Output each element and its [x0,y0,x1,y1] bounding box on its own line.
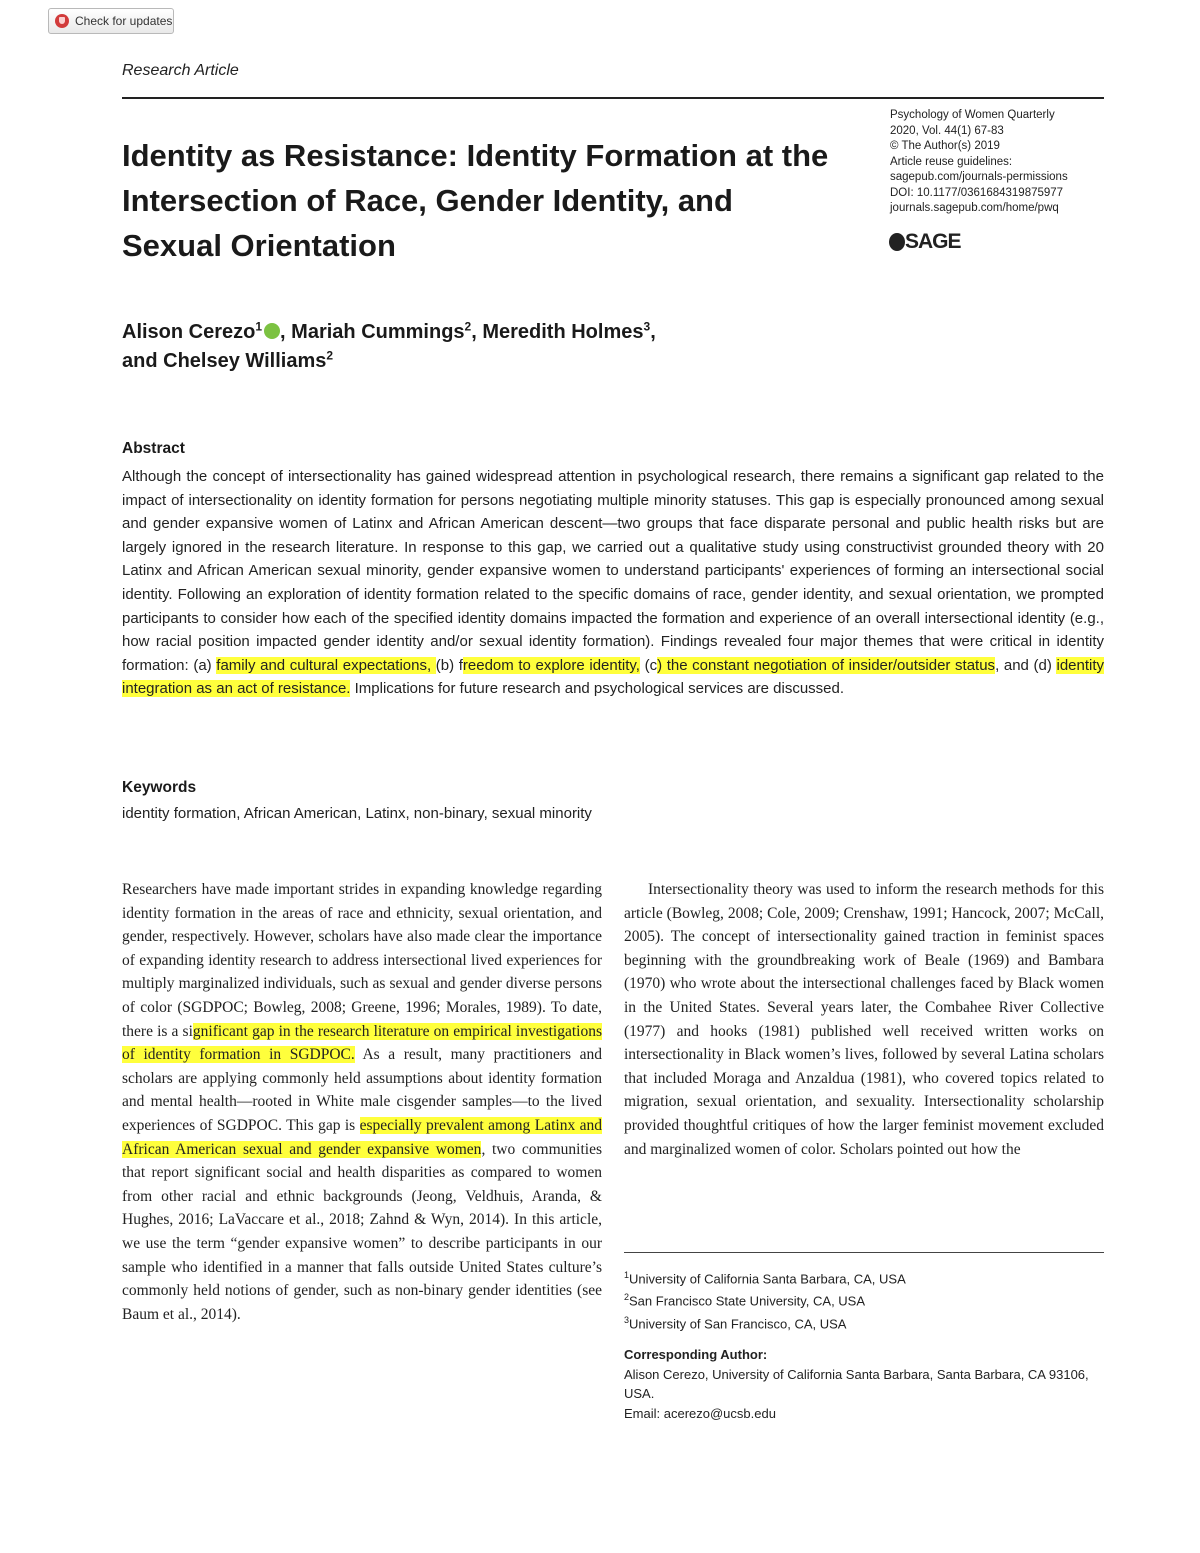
journal-volume: 2020, Vol. 44(1) 67-83 [890,124,1004,137]
footnote-rule [624,1252,1104,1253]
keywords-list: identity formation, African American, Latinx, non-binary, sexual minority [122,805,592,822]
affiliation-item [624,1266,1104,1288]
abstract-text: , and (d) [995,656,1057,674]
affiliation-text: University of San Francisco, CA, USA [629,1315,847,1331]
body-column-right [624,878,1104,1161]
corresponding-email[interactable]: Email: acerezo@ucsb.edu [624,1405,776,1421]
abstract-body [122,465,1104,701]
abstract-text: Although the concept of intersectionality has gained widespread attention in psychological research, there remains a significant gap related to the impact of intersectionality on identity formation for persons negotiating multiple minority statuses. This gap is especially pronounced among sexual and gender expansive women of Latinx and African American descent—two groups that face disparate personal and public health risks but are largely ignored in the research literature. In response to this gap, we carried out a qualitative study using constructivist grounded theory with 20 Latinx and African American sexual minority, gender expansive women to understand participants' experiences of forming an intersectional social identity. Following an exploration of identity formation related to the specific domains of race, gender identity, and sexual orientation, we prompted participants to consider how each of the specified identity domains impacted the formation and experience of an overall intersectional identity (e.g., how racial position impacted gender identity and/or sexual identity formation). Findings revealed four major themes that were critical in identity formation: (a) [122,468,1104,674]
body-highlight: especially prevalent among Latinx and African American sexual and gender expansive women [122,1116,602,1158]
check-for-updates-button[interactable] [48,8,174,34]
corresponding-address: Alison Cerezo, University of California Santa Barbara, Santa Barbara, CA 93106, USA. [624,1366,1089,1401]
journal-info [890,108,1105,217]
header-rule [122,97,1104,99]
footnote-number: 1 [624,1270,630,1280]
corresponding-heading: Corresponding Author: [624,1347,768,1362]
reuse-label: Article reuse guidelines: [890,155,1013,168]
abstract-text: Implications for future research and psychological services are discussed. [350,680,845,698]
body-text: , two communities that report significant social and health disparities as compared to women from other racial and ethnic backgrounds (Jeong, Veldhuis, Aranda, & Hughes, 2016; LaVaccare et al., 2018; Zahnd & Wyn, 2014). In this article, we use the term “gender expansive women” to describe participants in our sample who identified in a manner that falls outside United States culture’s commonly held notions of gender, such as non-binary gender identities (see Baum et al., 2014). [122,1140,602,1323]
doi-link[interactable]: DOI: 10.1177/0361684319875977 [890,186,1064,199]
affiliation-marker: 3 [643,319,651,334]
permissions-link[interactable]: sagepub.com/journals-permissions [890,171,1068,183]
abstract-highlight: ) the constant negotiation of insider/outsider status [657,656,996,674]
author-separator: , [471,321,483,343]
author-name: Alison Cerezo [122,321,256,343]
author-name: Mariah Cummings [291,321,465,343]
affiliation-item [624,1288,1104,1310]
body-column-left [122,878,602,1326]
abstract-highlight: family and cultural expectations, [216,656,436,674]
section-label: Research Article [122,62,239,79]
check-updates-label: Check for updates [75,14,173,28]
keywords-heading: Keywords [122,779,197,796]
affiliation-item [624,1311,1104,1333]
author-name: Chelsey Williams [163,350,327,372]
footnote-number: 2 [624,1292,630,1303]
journal-name: Psychology of Women Quarterly [890,109,1055,121]
journal-home-link[interactable]: journals.sagepub.com/home/pwq [890,202,1059,214]
author-list [122,318,822,376]
affiliation-marker: 2 [326,348,334,363]
sage-logo [889,230,961,254]
affiliation-marker: 1 [255,319,263,334]
publisher-name: SAGE [905,230,961,253]
body-text: Researchers have made important strides in expanding knowledge regarding identity formation in the areas of race and ethnicity, sexual orientation, and gender, respectively. However, scholars have also made clear the importance of expanding identity research to address intersectional lived experiences for multiply marginalized individuals, such as sexual and gender diverse persons of color (SGDPOC; Bowleg, 2008; Greene, 1996; Morales, 1989). To date, there is a si [122,881,602,1040]
abstract-highlight: identity integration as an act of resistance. [122,656,1105,698]
abstract-heading: Abstract [122,440,185,457]
abstract-text: (c [639,656,658,674]
body-text: Intersectionality theory was used to inform the research methods for this article (Bowleg, 2008; Cole, 2009; Crenshaw, 1991; Hancock, 2007; McCall, 2005). The concept of intersectionality gained traction in feminist spaces beginning with the groundbreaking work of Beale (1969) and Bambara (1970) who wrote about the intersectional challenges faced by Black women in the United States. Several years later, the Combahee River Collective (1977) and hooks (1981) published well received written works on intersectionality in Black women’s lives, followed by several Latina scholars that included Moraga and Anzaldua (1981), who covered topics related to migration, sexual orientation, and sexuality. Intersectionality scholarship provided thoughtful critiques of how the larger feminist movement excluded and marginalized women of color. Scholars pointed out how the [624,881,1104,1158]
author-separator: , [650,321,656,343]
copyright: © The Author(s) 2019 [890,140,1000,152]
author-conjunction: and [122,350,164,372]
body-text: As a result, many practitioners and scholars are applying commonly held assumptions about identity formation and mental health—rooted in White male cisgender samples—to the lived experiences of SGDPOC. This gap is [122,1046,602,1134]
author-name: Meredith Holmes [482,321,644,343]
author-separator: , [280,321,292,343]
abstract-highlight: reedom to explore identity, [462,656,640,674]
article-title: Identity as Resistance: Identity Formation at the Intersection of Race, Gender Identity, and Sexual Orientation [122,138,829,263]
affiliation-text: University of California Santa Barbara, CA, USA [629,1271,906,1287]
corresponding-author [624,1345,1104,1423]
orcid-icon[interactable] [264,323,280,339]
sage-mark-icon [889,233,905,251]
affiliations [624,1266,1104,1333]
crossmark-icon [55,14,69,28]
body-highlight: gnificant gap in the research literature on empirical investigations of identity formation in SGDPOC. [122,1022,602,1064]
affiliation-marker: 2 [464,319,472,334]
abstract-text: (b) f [435,656,463,674]
affiliation-text: San Francisco State University, CA, USA [629,1293,866,1309]
footnote-number: 3 [624,1314,630,1325]
